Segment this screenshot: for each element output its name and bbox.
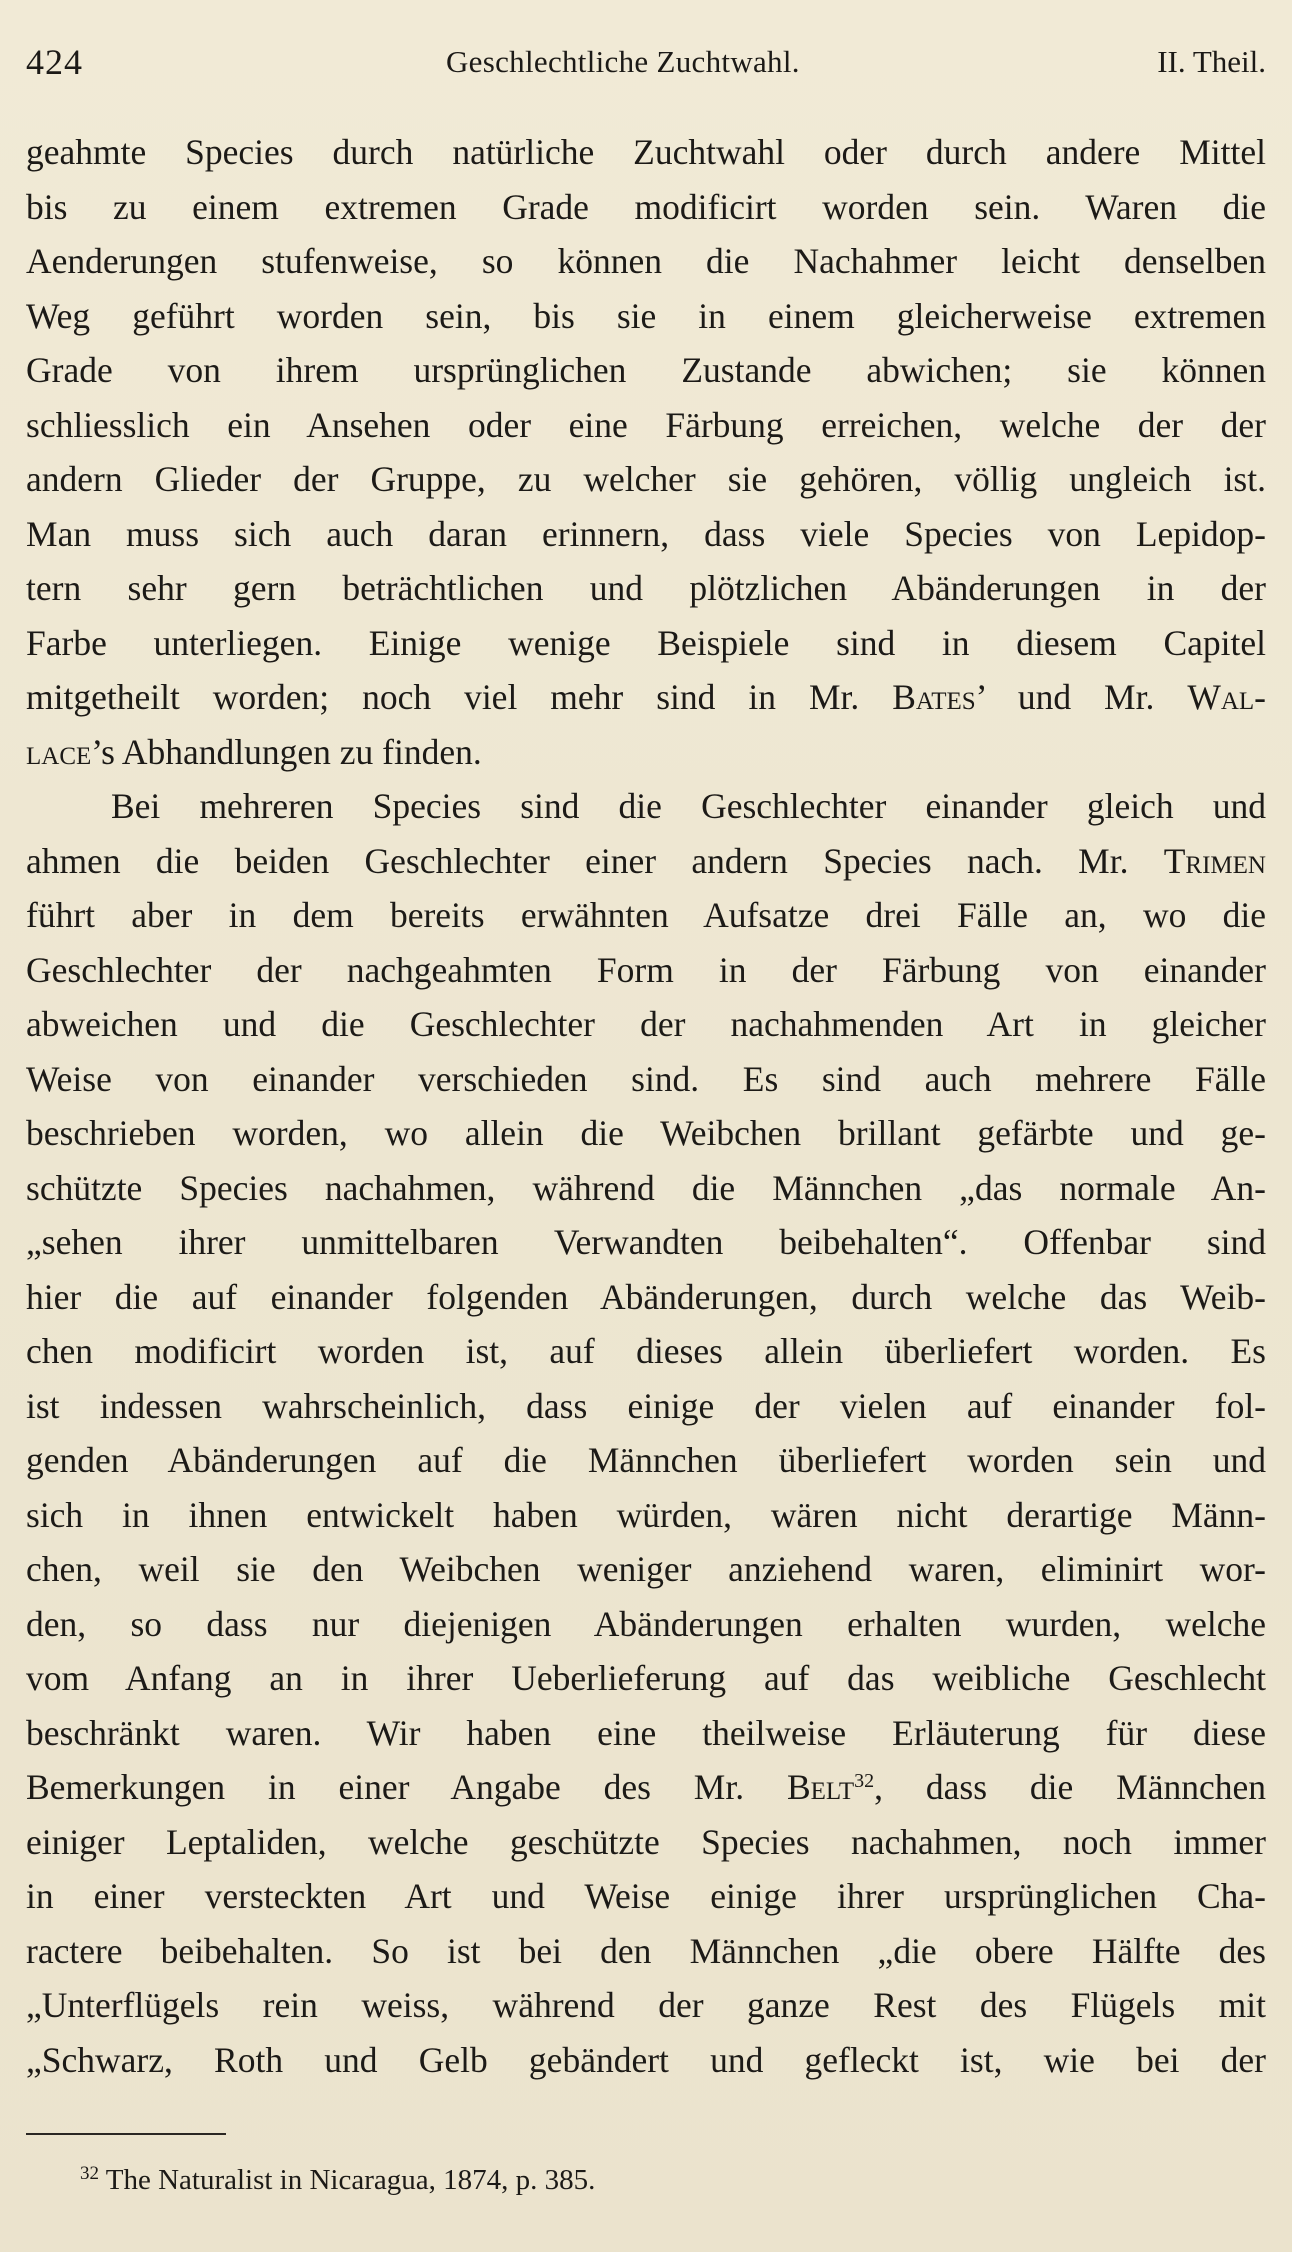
running-head [26, 38, 1266, 86]
text-line: schützte Species nachahmen, während die Männchen „das normale An- [26, 1167, 1266, 1208]
text-line: führt aber in dem bereits erwähnten Aufsatze drei Fälle an, wo die [26, 895, 1266, 935]
text-fragment: ’ und Mr. [975, 677, 1188, 717]
text-fragment: Bemerkungen in einer Angabe des Mr. [26, 1767, 787, 1807]
text-line: bis zu einem extremen Grade modificirt worden sein. Waren die [26, 186, 1266, 227]
text-line: den, so dass nur diejenigen Abänderungen erhalten wurden, welche [26, 1603, 1266, 1644]
text-line: „Unterflügels rein weiss, während der ganze Rest des Flügels mit [26, 1985, 1266, 2025]
author-name: lace [26, 731, 92, 772]
footnote-reference[interactable]: 32 [854, 1770, 875, 1792]
text-line: geahmte Species durch natürliche Zuchtwahl oder durch andere Mittel [26, 132, 1266, 172]
text-line: ist indessen wahrscheinlich, dass einige der vielen auf einander fol- [26, 1385, 1266, 1426]
text-line: Man muss sich auch daran erinnern, dass viele Species von Lepidop- [26, 513, 1266, 554]
author-name: Wal- [1187, 677, 1266, 717]
text-line: vom Anfang an in ihrer Ueberlieferung auf das weibliche Geschlecht [26, 1658, 1266, 1698]
text-line: sich in ihnen entwickelt haben würden, wären nicht derartige Männ- [26, 1494, 1266, 1535]
footnote-text: The Naturalist in Nicaragua, 1874, p. 385. [105, 2164, 596, 2196]
text-line: schliesslich ein Ansehen oder eine Färbung erreichen, welche der der [26, 404, 1266, 445]
text-line: Grade von ihrem ursprünglichen Zustande abwichen; sie können [26, 350, 1266, 390]
text-line: ractere beibehalten. So ist bei den Männchen „die obere Hälfte des [26, 1930, 1266, 1971]
author-name: Bates [892, 677, 976, 717]
text-line: Bei mehreren Species sind die Geschlechter einander gleich und [111, 786, 1266, 826]
text-line: Weise von einander verschieden sind. Es sind auch mehrere Fälle [26, 1058, 1266, 1099]
text-line: tern sehr gern beträchtlichen und plötzlichen Abänderungen in der [26, 568, 1266, 608]
text-line: Aenderungen stufenweise, so können die Nachahmer leicht denselben [26, 241, 1266, 281]
footnote-number: 32 [80, 2163, 99, 2184]
text-line: abweichen und die Geschlechter der nachahmenden Art in gleicher [26, 1004, 1266, 1044]
text-line: Geschlechter der nachgeahmten Form in der Färbung von einander [26, 949, 1266, 990]
author-name: Belt [786, 1767, 855, 1807]
text-fragment: , dass die Männchen [874, 1767, 1266, 1807]
text-line: Weg geführt worden sein, bis sie in einem gleicherweise extremen [26, 295, 1266, 336]
running-title: Geschlechtliche Zuchtwahl. [446, 44, 800, 79]
text-line: in einer versteckten Art und Weise einige ihrer ursprünglichen Cha- [26, 1876, 1266, 1916]
text-line [26, 834, 1266, 889]
text-fragment: ahmen die beiden Geschlechter einer andern Species nach. Mr. [26, 840, 1164, 881]
text-line: chen, weil sie den Weibchen weniger anziehend waren, eliminirt wor- [26, 1549, 1266, 1589]
text-line: beschränkt waren. Wir haben eine theilweise Erläuterung für diese [26, 1712, 1266, 1753]
text-fragment: mitgetheilt worden; noch viel mehr sind in Mr. [26, 677, 893, 717]
author-name: Trimen [1163, 840, 1266, 881]
text-line: hier die auf einander folgenden Abänderungen, durch welche das Weib- [26, 1276, 1266, 1317]
part-label: II. Theil. [1157, 44, 1266, 79]
text-line [26, 725, 1266, 780]
text-line: „sehen ihrer unmittelbaren Verwandten beibehalten“. Offenbar sind [26, 1222, 1266, 1262]
text-line: chen modificirt worden ist, auf dieses allein überliefert worden. Es [26, 1331, 1266, 1371]
text-line: „Schwarz, Roth und Gelb gebändert und gefleckt ist, wie bei der [26, 2039, 1266, 2080]
text-line: beschrieben worden, wo allein die Weibchen brillant gefärbte und ge- [26, 1113, 1266, 1153]
text-line: Farbe unterliegen. Einige wenige Beispiele sind in diesem Capitel [26, 622, 1266, 663]
text-fragment: ’s Abhandlungen zu finden. [91, 731, 482, 772]
footnote [80, 2160, 595, 2200]
text-line: genden Abänderungen auf die Männchen überliefert worden sein und [26, 1440, 1266, 1480]
page-number: 424 [26, 42, 83, 82]
text-line [26, 1760, 1266, 1815]
text-line [26, 670, 1266, 725]
main-text [26, 125, 1266, 2087]
text-line: einiger Leptaliden, welche geschützte Species nachahmen, noch immer [26, 1821, 1266, 1862]
text-line: andern Glieder der Gruppe, zu welcher sie gehören, völlig ungleich ist. [26, 459, 1266, 499]
footnote-divider [26, 2133, 226, 2135]
